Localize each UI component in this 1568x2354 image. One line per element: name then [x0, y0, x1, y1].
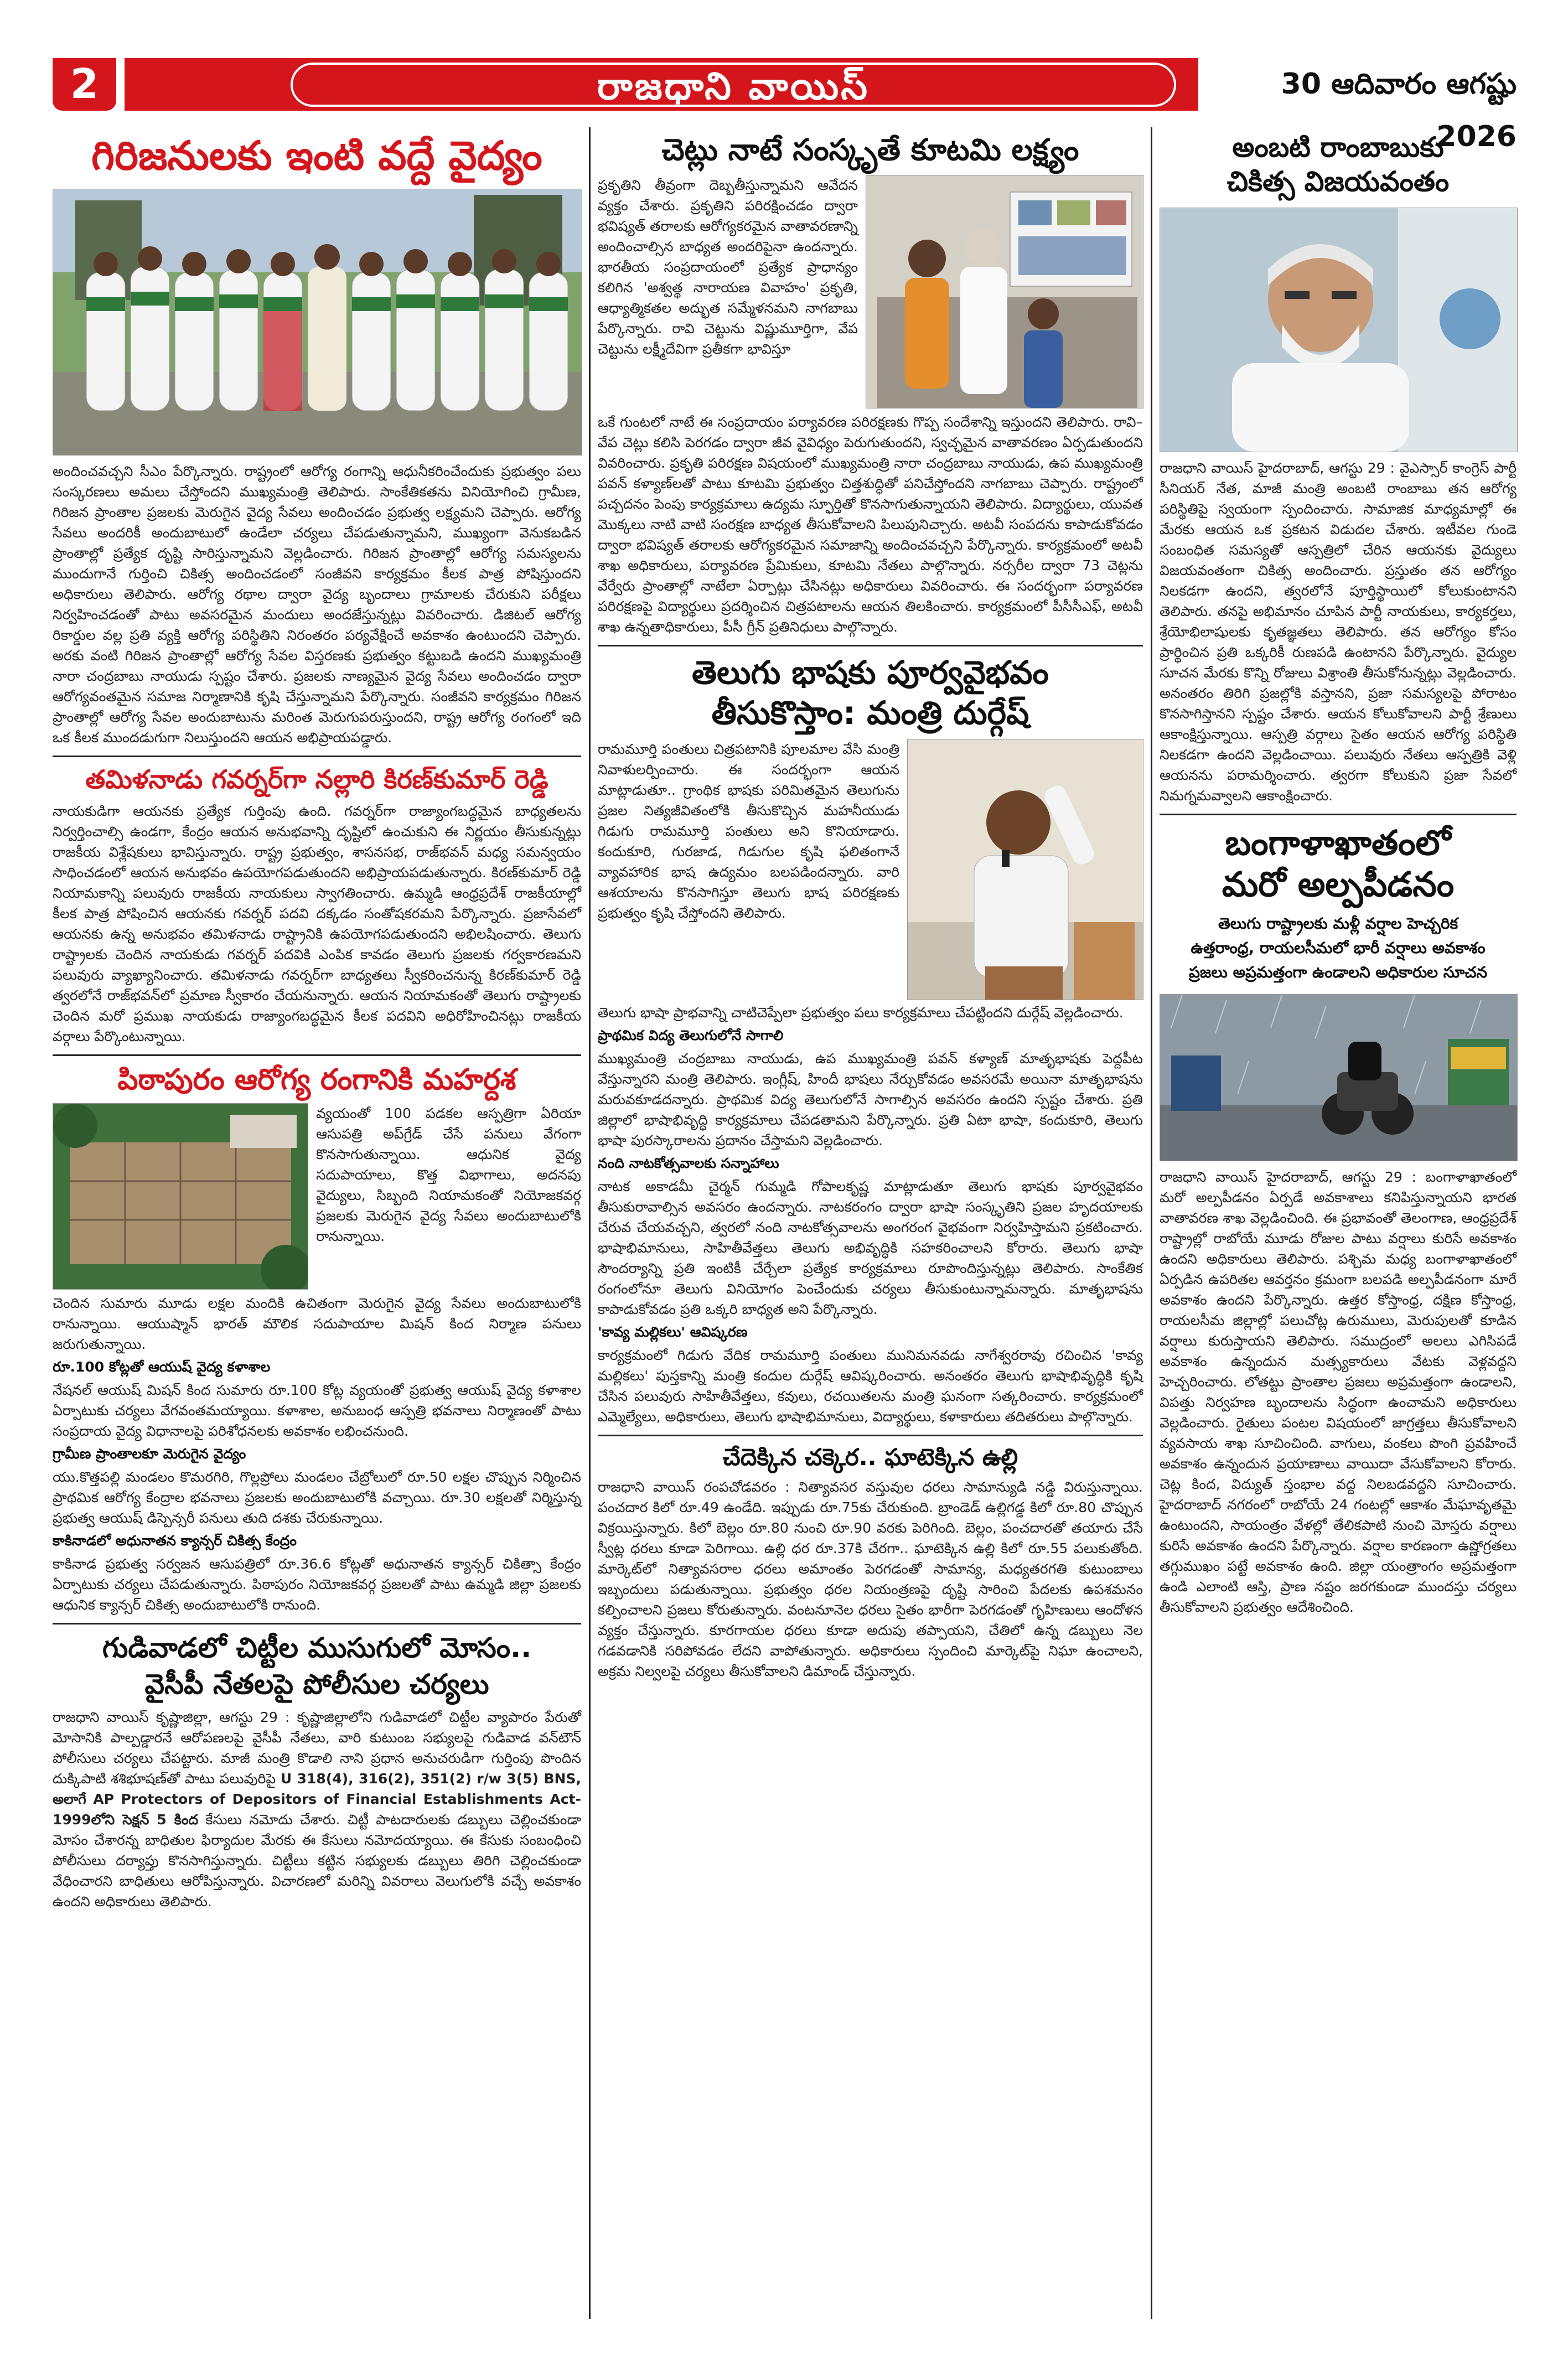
photo-health-workers [53, 189, 582, 456]
photo-exhibition [866, 175, 1143, 408]
trees-top-row [598, 175, 1143, 408]
subhead: నంది నాటకోత్సవాలకు సన్నాహాలు [598, 1155, 779, 1172]
article-body: రాజధాని వాయిస్ రంపచోడవరం : నిత్యావసర వస్తువుల ధరలు సామాన్యుడి నడ్డి విరుస్తున్నాయి. పంచదార కిలో రూ.49 ఉండేది. ఇప్పుడు రూ.75కు చేరుకుంది. బ్రాండెడ్ ఉల్లిగడ్డ కిలో రూ.80 చొప్పున విక్రయిస్తున్నారు. కిలో బెల్లం రూ.80 నుంచి రూ.90 వరకు పెరిగింది. బెల్లం, పంచదారతో తయారు చేసే స్వీట్ల ధరలు కూడా పెరిగాయి. ఉల్లి ధర రూ.37కి చేరగా.. ఘాటెక్కిన ఉల్లి కిలో రూ.55 పలుకుతోంది. మార్కెట్‌లో నిత్యావసరాల ధరలు అమాంతం పెరగడంతో సామాన్య, మధ్యతరగతి కుటుంబాలు ఇబ్బందులు పడుతున్నాయి. ప్రభుత్వం ధరల నియంత్రణపై దృష్టి సారించి పేదలకు ఉపశమనం కల్పించాలని ప్రజలు కోరుతున్నారు. వంటనూనెల ధరలు సైతం భారీగా పెరగడంతో గృహిణులు ఆందోళన వ్యక్తం చేస్తున్నారు. కూరగాయల ధరలు కూడా అదుపు తప్పాయని, చేతిలో ఉన్న డబ్బులు నెల గడవడానికి సరిపోవడం లేదని వాపోతున్నారు. అధికారులు స్పందించి మార్కెట్‌పై నిఘా ఉంచాలని, అక్రమ నిల్వలపై చర్యలు తీసుకోవాలని డిమాండ్ చేస్తున్నారు. [598, 1478, 1143, 1679]
article-body-part: కేసులు నమోదు చేశారు. చిట్టీ పాటదారులకు డబ్బులు చెల్లించకుండా మోసం చేశారన్న బాధితుల ఫిర్యాదుల మేరకు ఈ కేసులు నమోదయ్యాయి. ఈ కేసుకు సంబంధించి పోలీసులు దర్యాప్తు కొనసాగిస్తున్నారు. చిట్టీలు కట్టిన సభ్యులకు డబ్బులు తిరిగి చెల్లించకుండా వేధించారని బాధితులు ఆరోపిస్తున్నారు. విచారణలో మరిన్ని వివరాలు వెలుగులోకి వచ్చే అవకాశం ఉందని అధికారులు తెలిపారు. [53, 1812, 581, 1910]
subhead: 'కావ్య మల్లికలు' ఆవిష్కరణ [598, 1324, 748, 1341]
bullet-item: ప్రజలు అప్రమత్తంగా ఉండాలని అధికారుల సూచన [1188, 963, 1488, 981]
divider [598, 1435, 1143, 1436]
divider [53, 756, 581, 757]
divider [1160, 814, 1517, 815]
article-body: కాకినాడ ప్రభుత్వ సర్వజన ఆసుపత్రిలో రూ.36.6 కోట్లతో అధునాతన క్యాన్సర్ చికిత్సా కేంద్రం ఏర్పాటుకు చర్యలు చేపడుతున్నారు. పిఠాపురం నియోజకవర్గ ప్రజలతో పాటు ఉమ్మడి జిల్లా ప్రజలకు ఆధునిక క్యాన్సర్ చికిత్స అందుబాటులోకి రానుంది. [53, 1556, 581, 1613]
subhead: గ్రామీణ ప్రాంతాలకూ మెరుగైన వైద్యం [53, 1446, 246, 1462]
photo-ambati-rambabu [1160, 208, 1518, 452]
photo-minister-durgesh [907, 739, 1143, 1000]
headline-depression-2: మరో అల్పపీడనం [1222, 864, 1455, 905]
article-body: ఒకే గుంటలో నాటే ఈ సంప్రదాయం పర్యావరణ పరిరక్షణకు గొప్ప సందేశాన్ని ఇస్తుందని తెలిపారు. రావి–వేప చెట్లు కలిసి పెరగడం ద్వారా జీవ వైవిధ్యం పెరుగుతుందని, స్వచ్ఛమైన వాతావరణం ఏర్పడుతుందని వివరించారు. ప్రకృతి పరిరక్షణ విషయంలో ముఖ్యమంత్రి నారా చంద్రబాబు నాయుడు, ఉప ముఖ్యమంత్రి పవన్ కళ్యాణ్‌లతో పాటు కూటమి ప్రభుత్వం చిత్తశుద్ధితో పనిచేస్తోందని నాగబాబు చెప్పారు. రాష్ట్రంలో పచ్చదనం పెంపు కార్యక్రమాలు ఉద్యమ స్ఫూర్తితో కొనసాగుతున్నాయని తెలిపారు. విద్యార్థులు, యువత మొక్కలు నాటి వాటి సంరక్షణ బాధ్యత తీసుకోవాలని పిలుపునిచ్చారు. అటవీ సంపదను కాపాడుకోవడం ద్వారా భవిష్యత్ తరాలకు ఆరోగ్యకరమైన సమాజాన్ని అందించవచ్చని పేర్కొన్నారు. కార్యక్రమంలో అటవీ శాఖ అధికారులు, పర్యావరణ ప్రేమికులు, కూటమి నేతలు పాల్గొన్నారు. నర్సరీల ద్వారా 73 చెట్లను వేర్వేరు ప్రాంతాల్లో నాటేలా ఏర్పాట్లు చేసినట్లు అధికారులు వివరించారు. ఈ సందర్భంగా పర్యావరణ పరిరక్షణపై విద్యార్థులు ప్రదర్శించిన చిత్రపటాలను ఆయన తిలకించారు. కార్యక్రమంలో పీసీసీఎఫ్, అటవీ శాఖ ఉన్నతాధికారులు, పీసీ గ్రీన్ ప్రతినిధులు పాల్గొన్నారు. [598, 414, 1143, 635]
headline-telugu-2: తీసుకొస్తాం: మంత్రి దుర్గేష్ [711, 694, 1029, 732]
divider [53, 1054, 581, 1056]
article-body: వ్యయంతో 100 పడకల ఆస్పత్రిగా ఏరియా ఆసుపత్రి అప్‌గ్రేడ్ చేసే పనులు వేగంగా కొనసాగుతున్నాయి. ఆధునిక వైద్య సదుపాయాలు, కొత్త విభాగాలు, అదనపు వైద్యులు, సిబ్బంది నియామకంతో నియోజకవర్గ ప్రజలకు మెరుగైన వైద్య సేవలు అందుబాటులోకి రానున్నాయి. [316, 1105, 581, 1245]
article-body: యు.కొత్తపల్లి మండలం కొమరగిరి, గొల్లప్రోలు మండలం చేబ్రోలులో రూ.50 లక్షల చొప్పున నిర్మించిన ప్రాథమిక ఆరోగ్య కేంద్రాల భవనాలు ప్రజలకు అందుబాటులోకి వచ్చాయి. రూ.30 లక్షలతో నిర్మిస్తున్న ప్రభుత్వ ఆయుష్ డిస్పెన్సరీ పనులు తుది దశకు చేరుకున్నాయి. [53, 1469, 581, 1527]
article-highlight: U 318(4), 316(2), 351(2) r/w 3(5) BNS, అలాగే AP Protectors of Depositors of Financial Establishments Act-1999లోని సెక్షన్ 5 కింద [53, 1771, 581, 1828]
divider [53, 1623, 581, 1624]
article-body: ముఖ్యమంత్రి చంద్రబాబు నాయుడు, ఉప ముఖ్యమంత్రి పవన్ కళ్యాణ్ మాతృభాషకు పెద్దపీట వేస్తున్నారని మంత్రి తెలిపారు. ఇంగ్లీష్, హిందీ భాషలు నేర్చుకోవడం అవసరమే అయినా మాతృభాషను మరువకూడదన్నారు. ప్రాథమిక విద్య తెలుగులోనే సాగాల్సిన అవసరం ఉందని స్పష్టం చేశారు. ప్రతి జిల్లాలో భాషాభివృద్ధి కార్యక్రమాలు చేపడతామని పేర్కొన్నారు. ప్రతి ఏటా భాషా, కందుకూరి, తెలుగు భాషా పురస్కారాలను ప్రదానం చేస్తామని వెల్లడించారు. [598, 1051, 1143, 1149]
telugu-top-row [598, 739, 1143, 1000]
headline-tribal-health: గిరిజనులకు ఇంటి వద్దే వైద్యం [91, 132, 542, 179]
bullet-list [1160, 914, 1517, 985]
issue-date: 30 ఆదివారం ఆగష్టు 2026 [1281, 68, 1517, 153]
article-body: రాజధాని వాయిస్ హైదరాబాద్, ఆగస్టు 29 : వైఎస్సార్ కాంగ్రెస్ పార్టీ సీనియర్ నేత, మాజీ మంత్రి అంబటి రాంబాబు తన ఆరోగ్య పరిస్థితిపై స్వయంగా స్పందించారు. సామాజిక మాధ్యమాల్లో ఈ మేరకు ఆయన ఒక ప్రకటన విడుదల చేశారు. ఇటీవల గుండె సంబంధిత సమస్యతో ఆస్పత్రిలో చేరిన ఆయనకు వైద్యులు విజయవంతంగా చికిత్స అందించారు. ప్రస్తుతం తన ఆరోగ్యం నిలకడగా ఉందని, త్వరలోనే పూర్తిస్థాయిలో కోలుకుంటానని తెలిపారు. తనపై అభిమానం చూపిన పార్టీ నాయకులు, కార్యకర్తలు, శ్రేయోభిలాషులకు కృతజ్ఞతలు తెలిపారు. తన ఆరోగ్యం కోసం ప్రార్థించిన ప్రతి ఒక్కరికీ రుణపడి ఉంటానని పేర్కొన్నారు. వైద్యుల సూచన మేరకు కొన్ని రోజులు విశ్రాంతి తీసుకోనున్నట్లు వెల్లడించారు. అనంతరం తిరిగి ప్రజల్లోకి వస్తానని, ప్రజా సమస్యలపై పోరాటం కొనసాగిస్తానని స్పష్టం చేశారు. ఆయన కోలుకోవాలని పార్టీ శ్రేణులు ఆకాంక్షిస్తున్నాయి. ఆస్పత్రి వర్గాలు సైతం ఆయన ఆరోగ్య పరిస్థితి నిలకడగా ఉందని వెల్లడించాయి. పలువురు నేతలు ఆస్పత్రికి వెళ్లి ఆయనను పరామర్శించారు. త్వరగా కోలుకుని ప్రజా సేవలో నిమగ్నమవ్వాలని ఆకాంక్షించారు. [1160, 460, 1517, 804]
headline-gudivada-2: వైసీపీ నేతలపై పోలీసుల చర్యలు [144, 1668, 489, 1700]
article-body: కార్యక్రమంలో గిడుగు వేదిక రామమూర్తి పంతులు మునిమనవడు నాగేశ్వరరావు రచించిన 'కావ్య మల్లికలు' పుస్తకాన్ని మంత్రి కందుల దుర్గేష్ ఆవిష్కరించారు. అనంతరం తెలుగు భాషాభివృద్ధికి కృషి చేసిన పలువురు సాహితీవేత్తలు, కవులు, రచయితలను మంత్రి ఘనంగా సత్కరించారు. కార్యక్రమంలో ఎమ్మెల్యేలు, అధికారులు, తెలుగు భాషాభిమానులు, విద్యార్థులు, కళాకారులు తదితరులు పాల్గొన్నారు. [598, 1347, 1143, 1425]
column-left [53, 127, 581, 1912]
column-divider [589, 127, 591, 2319]
divider [598, 645, 1143, 646]
headline-telugu-1: తెలుగు భాషకు పూర్వవైభవం [692, 654, 1049, 692]
article-body: నాటక అకాడమీ చైర్మన్ గుమ్మడి గోపాలకృష్ణ మాట్లాడుతూ తెలుగు భాషకు పూర్వవైభవం తీసుకురావాల్సిన అవసరం ఉందన్నారు. నాటకరంగం ద్వారా భాషా సంస్కృతిని ప్రజల హృదయాలకు చేరువ చేయవచ్చని, త్వరలో నంది నాటకోత్సవాలను అంగరంగ వైభవంగా నిర్వహిస్తామని ప్రకటించారు. భాషాభిమానులు, సాహితీవేత్తలు తెలుగు అభివృద్ధికి సహకరించాలని కోరారు. తెలుగు భాషా సౌందర్యాన్ని ప్రతి ఇంటికీ చేర్చేలా ప్రత్యేక కార్యక్రమాలు రూపొందిస్తున్నట్లు తెలిపారు. సాంకేతిక రంగంలోనూ తెలుగు వినియోగం పెంచేందుకు చర్యలు తీసుకుంటున్నామన్నారు. మాతృభాషను కాపాడుకోవడం ప్రతి ఒక్కరి బాధ్యత అని పేర్కొన్నారు. [598, 1178, 1143, 1318]
photo-rain-street [1160, 994, 1518, 1161]
article-body: నేషనల్ ఆయుష్ మిషన్ కింద సుమారు రూ.100 కోట్ల వ్యయంతో ప్రభుత్వ ఆయుష్ వైద్య కళాశాల ఏర్పాటుకు చర్యలు వేగవంతమయ్యాయి. కళాశాల, అనుబంధ ఆస్పత్రి భవనాలు నిర్మాణంతో పాటు సంప్రదాయ వైద్య విధానాలపై పరిశోధనలకు అవకాశం లభించనుంది. [53, 1382, 581, 1440]
subhead: కాకినాడలో అధునాతన క్యాన్సర్ చికిత్స కేంద్రం [53, 1533, 297, 1549]
paper-name: రాజధాని వాయిస్ [291, 63, 1176, 107]
article-body: రాజధాని వాయిస్ హైదరాబాద్, ఆగస్టు 29 : బంగాళాఖాతంలో మరో అల్పపీడనం ఏర్పడే అవకాశాలు కనిపిస్తున్నాయని భారత వాతావరణ శాఖ వెల్లడించింది. ఈ ప్రభావంతో తెలంగాణ, ఆంధ్రప్రదేశ్ రాష్ట్రాల్లో రాబోయే మూడు రోజుల పాటు వర్షాలు కురిసే అవకాశం ఉందని అధికారులు తెలిపారు. పశ్చిమ మధ్య బంగాళాఖాతంలో ఏర్పడిన ఉపరితల ఆవర్తనం క్రమంగా బలపడి అల్పపీడనంగా మారే అవకాశం ఉందని పేర్కొన్నారు. ఉత్తర కోస్తాంధ్ర, దక్షిణ కోస్తాంధ్ర, రాయలసీమ జిల్లాల్లో పలుచోట్ల ఉరుములు, మెరుపులతో కూడిన వర్షాలు కురుస్తాయని తెలిపారు. సముద్రంలో అలలు ఎగిసిపడే అవకాశం ఉన్నందున మత్స్యకారులు వేటకు వెళ్లవద్దని హెచ్చరించారు. లోతట్టు ప్రాంతాల ప్రజలు అప్రమత్తంగా ఉండాలని, విపత్తు నిర్వహణ బృందాలను సిద్ధంగా ఉంచామని అధికారులు వెల్లడించారు. రైతులు పంటల విషయంలో జాగ్రత్తలు తీసుకోవాలని వ్యవసాయ శాఖ సూచించింది. వాగులు, వంకలు పొంగి ప్రవహించే అవకాశం ఉన్నందున ప్రయాణాలు వాయిదా వేసుకోవాలని కోరారు. చెట్ల కింద, విద్యుత్ స్తంభాల వద్ద నిలబడవద్దని సూచించారు. హైదరాబాద్ నగరంలో రాబోయే 24 గంటల్లో ఆకాశం మేఘావృతమై ఉంటుందని, సాయంత్రం వేళల్లో తేలికపాటి నుంచి మోస్తరు వర్షాలు కురిసే అవకాశం ఉందని పేర్కొన్నారు. వర్షాల కారణంగా ఉష్ణోగ్రతలు తగ్గుముఖం పట్టే అవకాశం ఉంది. జిల్లా యంత్రాంగం అప్రమత్తంగా ఉండి ఎలాంటి ఆస్తి, ప్రాణ నష్టం జరగకుండా ముందస్తు చర్యలు తీసుకోవాలని ప్రభుత్వం ఆదేశించింది. [1160, 1168, 1517, 1615]
page-number: 2 [53, 58, 116, 111]
headline-prices: చేదెక్కిన చక్కెర.. ఘాటెక్కిన ఉల్లి [722, 1444, 1018, 1471]
headline-pithapuram: పిఠాపురం ఆరోగ్య రంగానికి మహర్దశ [117, 1063, 516, 1096]
subhead: ప్రాథమిక విద్య తెలుగులోనే సాగాలి [598, 1027, 784, 1044]
masthead-band [125, 58, 1198, 111]
article-body: ప్రకృతిని తీవ్రంగా దెబ్బతీస్తున్నామని ఆవేదన వ్యక్తం చేశారు. ప్రకృతిని పరిరక్షించడం ద్వారా భవిష్యత్ తరాలకు ఆరోగ్యకరమైన వాతావరణాన్ని అందించాల్సిన బాధ్యత అందరిపైనా ఉందన్నారు. భారతీయ సంప్రదాయంలో ప్రత్యేక ప్రాధాన్యం కలిగిన 'అశ్వత్థ నారాయణ వివాహం' ప్రకృతి, ఆధ్యాత్మికతల అద్భుత సమ్మేళనమని నాగబాబు పేర్కొన్నారు. రావి చెట్టును విష్ణుమూర్తిగా, వేప చెట్టును లక్ష్మీదేవిగా ప్రతీకగా భావిస్తూ [598, 177, 858, 358]
headline-ambati-1: అంబటి రాంబాబుకు [1232, 131, 1444, 163]
headline-governor: తమిళనాడు గవర్నర్‌గా నల్లారి కిరణ్‌కుమార్ రెడ్డి [85, 764, 548, 794]
article-body: నాయకుడిగా ఆయనకు ప్రత్యేక గుర్తింపు ఉంది. గవర్నర్‌గా రాజ్యాంగబద్ధమైన బాధ్యతలను నిర్వర్తించాల్సి ఉండగా, కేంద్రం ఆయన అనుభవాన్ని దృష్టిలో ఉంచుకుని ఈ నిర్ణయం తీసుకున్నట్లు రాజకీయ విశ్లేషకులు భావిస్తున్నారు. రాష్ట్ర ప్రభుత్వం, శాసనసభ, రాజ్‌భవన్ మధ్య సమన్వయం సాధించడంలో ఆయన అనుభవం ఉపయోగపడుతుందని అభిప్రాయపడుతున్నారు. కిరణ్‌కుమార్ రెడ్డి నియామకాన్ని పలువురు రాజకీయ నాయకులు స్వాగతించారు. ఉమ్మడి ఆంధ్రప్రదేశ్ రాజకీయాల్లో కీలక పాత్ర పోషించిన ఆయనకు గవర్నర్ పదవి దక్కడం సంతోషకరమని పేర్కొన్నారు. ప్రజాసేవలో ఆయనకు ఉన్న అనుభవం తమిళనాడు రాష్ట్రానికి ఉపయోగపడుతుందని అభిలషించారు. తెలుగు రాష్ట్రాలకు చెందిన నాయకుడు గవర్నర్ పదవికి ఎంపిక కావడం తెలుగు ప్రజలకు గర్వకారణమని పలువురు వ్యాఖ్యానించారు. తమిళనాడు గవర్నర్‌గా బాధ్యతలు స్వీకరించనున్న కిరణ్‌కుమార్ రెడ్డి త్వరలోనే రాజ్‌భవన్‌లో ప్రమాణ స్వీకారం చేయనున్నారు. ఆయన నియామకంతో తెలుగు రాష్ట్రాలకు చెందిన మరో ప్రముఖ నాయకుడు రాజ్యాంగబద్ధమైన కీలక పదవిని అధిరోహించినట్లు రాజకీయ వర్గాలు పేర్కొంటున్నాయి. [53, 803, 581, 1044]
pithapuram-photo-row [53, 1103, 581, 1290]
article-body: తెలుగు భాషా ప్రాభవాన్ని చాటిచెప్పేలా ప్రభుత్వం పలు కార్యక్రమాలు చేపట్టిందని దుర్గేష్ వెల్లడించారు. [598, 1005, 1124, 1021]
headline-depression-1: బంగాళాఖాతంలో [1225, 822, 1451, 863]
article-body: అందించవచ్చని సీఎం పేర్కొన్నారు. రాష్ట్రంలో ఆరోగ్య రంగాన్ని ఆధునీకరించేందుకు ప్రభుత్వం పలు సంస్కరణలు అమలు చేస్తోందని ముఖ్యమంత్రి తెలిపారు. సాంకేతికతను వినియోగించి గ్రామీణ, గిరిజన ప్రాంతాల ప్రజలకు మెరుగైన వైద్య సేవలు అందించడం ప్రభుత్వ లక్ష్యమని చెప్పారు. ఆరోగ్య సేవలు అందరికీ అందుబాటులో ఉండేలా చర్యలు చేపడుతున్నామని, ముఖ్యంగా వెనుకబడిన ప్రాంతాల్లో ప్రత్యేక దృష్టి సారిస్తున్నామని వెల్లడించారు. గిరిజన ప్రాంతాల్లో ఆరోగ్య సమస్యలను ముందుగానే గుర్తించి చికిత్స అందించడంలో సంజీవని కార్యక్రమం కీలక పాత్ర పోషిస్తుందని అధికారులు తెలిపారు. ఆరోగ్య రథాల ద్వారా వైద్య బృందాలు గ్రామాలకు చేరుకుని పరీక్షలు నిర్వహించడంతో పాటు అవసరమైన మందులు అందజేస్తున్నట్లు వివరించారు. డిజిటల్ ఆరోగ్య రికార్డుల వల్ల ప్రతి వ్యక్తి ఆరోగ్య పరిస్థితిని నిరంతరం పర్యవేక్షించే అవకాశం ఉంటుందని చెప్పారు. అరకు వంటి గిరిజన ప్రాంతాల్లో ఆరోగ్య సేవల విస్తరణకు ప్రభుత్వం కట్టుబడి ఉందని ముఖ్యమంత్రి నారా చంద్రబాబు నాయుడు స్పష్టం చేశారు. ప్రజలకు నాణ్యమైన వైద్య సేవలు అందించడం ద్వారా ఆరోగ్యవంతమైన సమాజ నిర్మాణానికి కృషి చేస్తున్నామని పేర్కొన్నారు. సంజీవని కార్యక్రమం గిరిజన ప్రాంతాల్లో ఆరోగ్య సేవల అందుబాటును మరింత మెరుగుపరుస్తుందని, రాష్ట్ర ఆరోగ్య రంగంలో ఇది ఒక కీలక ముందడుగుగా నిలుస్తుందని ఆయన అభిప్రాయపడ్డారు. [53, 463, 581, 746]
photo-hospital-construction [53, 1103, 308, 1290]
article-body [53, 1707, 581, 1912]
article-body: చెందిన సుమారు మూడు లక్షల మందికి ఉచితంగా మెరుగైన వైద్య సేవలు అందుబాటులోకి రానున్నాయి. ఆయుష్మాన్ భారత్ మౌలిక సదుపాయాల మిషన్ కింద నిర్మాణ పనులు జరుగుతున్నాయి. [53, 1295, 581, 1353]
column-divider [1151, 127, 1152, 2319]
headline-gudivada-1: గుడివాడలో చిట్టీల ముసుగులో మోసం.. [102, 1632, 532, 1664]
bullet-item: ఉత్తరాంధ్ర, రాయలసీమలో భారీ వర్షాలు అవకాశం [1191, 938, 1486, 957]
column-right [1160, 127, 1517, 1617]
bullet-item: తెలుగు రాష్ట్రాలకు మళ్లీ వర్షాల హెచ్చరిక [1218, 914, 1458, 933]
article-body-part: రాజధాని వాయిస్ కృష్ణాజిల్లా, ఆగస్టు 29 : కృష్ణాజిల్లాలోని గుడివాడలో చిట్టీల వ్యాపారం పేరుతో మోసానికి పాల్పడ్డారనే ఆరోపణలపై వైసీపీ నేతలు, వారి కుటుంబ సభ్యులపై గుడివాడ వన్‌టౌన్ పోలీసులు చర్యలు చేపట్టారు. మాజీ మంత్రి కొడాలి నాని ప్రధాన అనుచరుడిగా గుర్తింపు పొందిన దుక్కిపాటి శశిభూషణ్‌తో పాటు పలువురిపై [53, 1709, 581, 1787]
subhead: రూ.100 కోట్లతో ఆయుష్ వైద్య కళాశాల [53, 1359, 271, 1375]
headline-ambati-2: చికిత్స విజయవంతం [1227, 165, 1450, 198]
article-body: రామమూర్తి పంతులు చిత్రపటానికి పూలమాల వేసి మంత్రి నివాళులర్పించారు. ఈ సందర్భంగా ఆయన మాట్లాడుతూ.. గ్రాంథిక భాషకు పరిమితమైన తెలుగును ప్రజల నిత్యజీవితంలోకి తీసుకొచ్చిన మహనీయుడు గిడుగు రామమూర్తి పంతులు అని కొనియాడారు. కందుకూరి, గురజాడ, గిడుగుల కృషి ఫలితంగానే వ్యావహారిక భాష ఉద్యమం బలపడిందన్నారు. వారి ఆశయాలను కొనసాగిస్తూ తెలుగు భాష పరిరక్షణకు ప్రభుత్వం కృషి చేస్తోందని తెలిపారు. [598, 741, 899, 922]
column-middle [598, 127, 1143, 1682]
headline-trees: చెట్లు నాటే సంస్కృతే కూటమి లక్ష్యం [661, 132, 1079, 167]
